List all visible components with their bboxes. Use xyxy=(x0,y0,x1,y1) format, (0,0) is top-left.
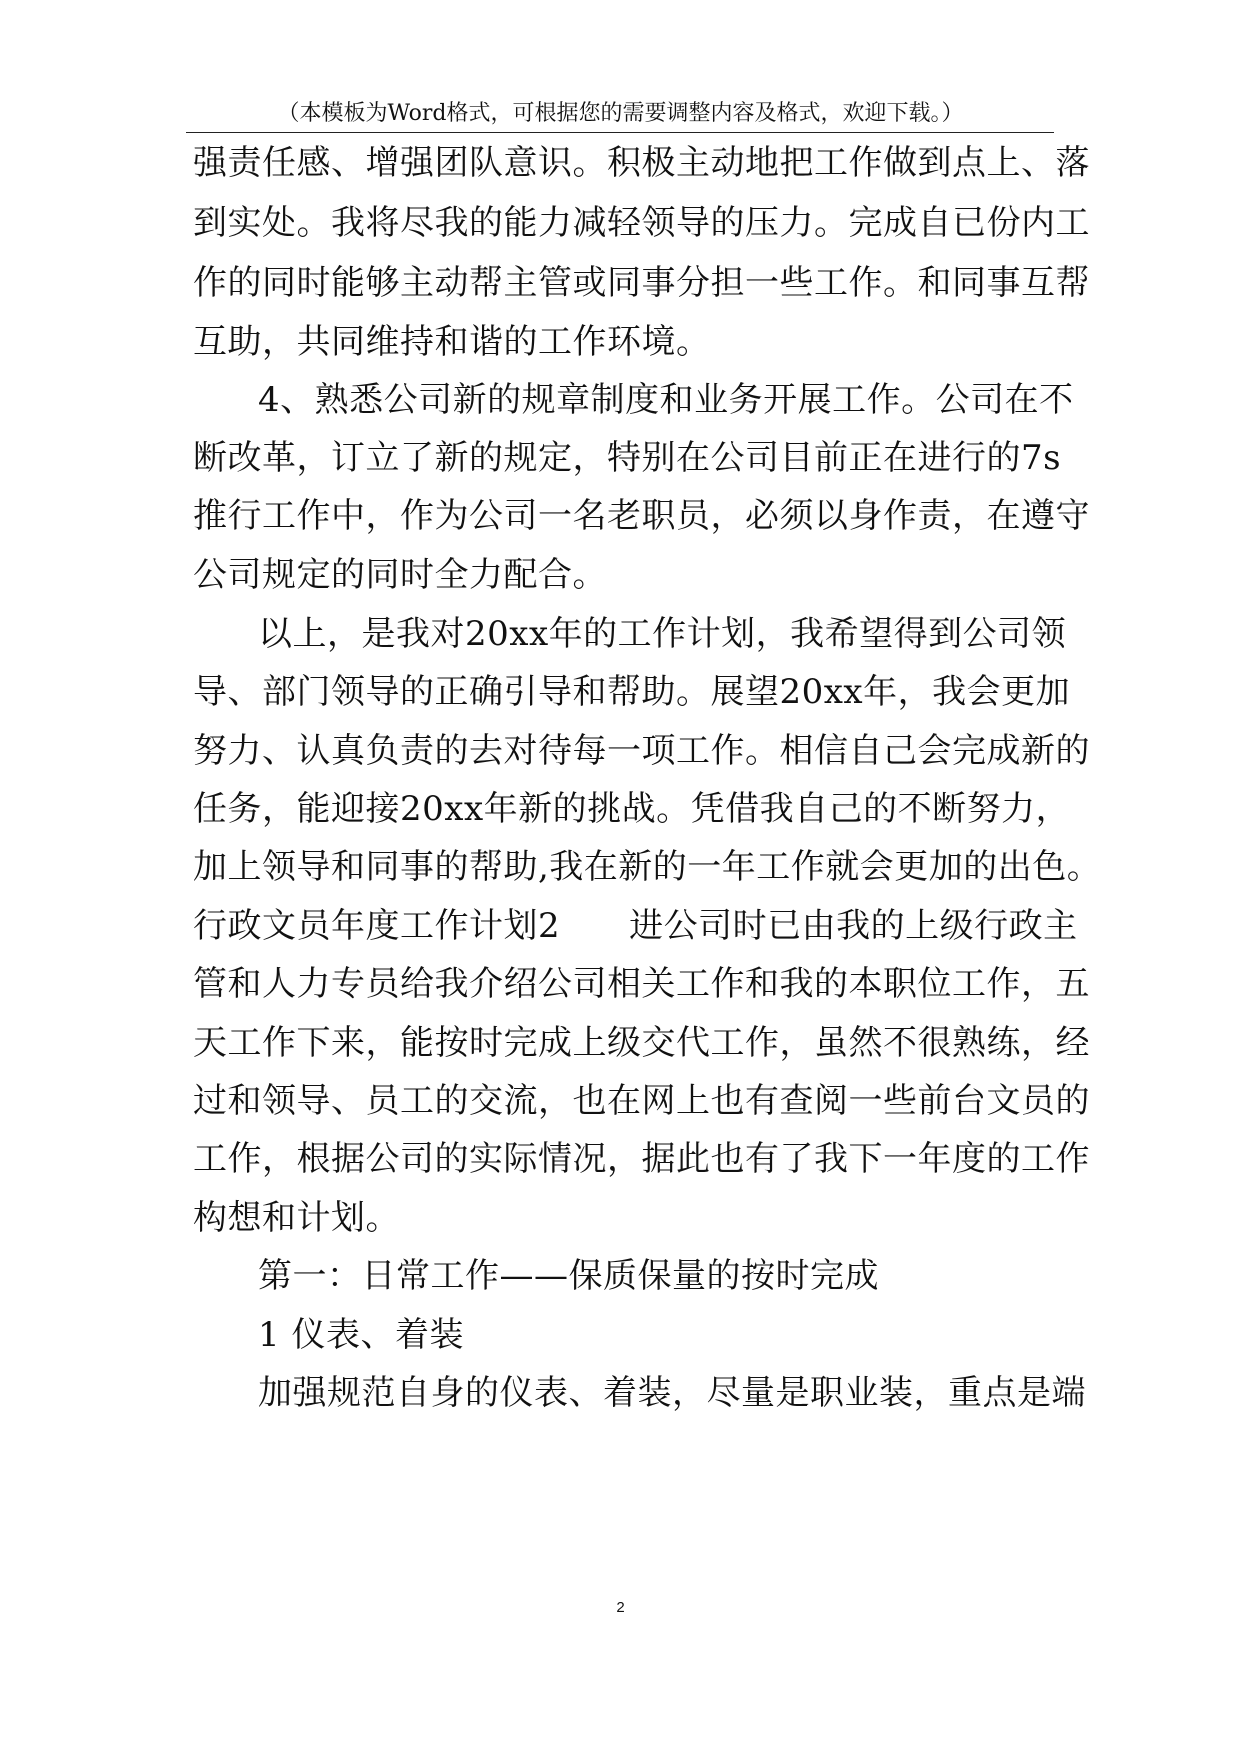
body-line: 到实处。我将尽我的能力减轻领导的压力。完成自已份内工 xyxy=(193,203,1090,243)
section-heading: 第一：日常工作——保质保量的按时完成 xyxy=(258,1256,879,1296)
body-line: 工作，根据公司的实际情况，据此也有了我下一年度的工作 xyxy=(193,1139,1090,1179)
body-line: 加强规范自身的仪表、着装，尽量是职业装，重点是端 xyxy=(258,1373,1086,1413)
template-note: （本模板为Word格式，可根据您的需要调整内容及格式，欢迎下载。） xyxy=(277,101,964,126)
body-line: 构想和计划。 xyxy=(193,1198,400,1238)
body-line: 过和领导、员工的交流，也在网上也有查阅一些前台文员的 xyxy=(193,1081,1090,1121)
body-line: 管和人力专员给我介绍公司相关工作和我的本职位工作，五 xyxy=(193,964,1090,1004)
body-line: 断改革，订立了新的规定，特别在公司目前正在进行的7s xyxy=(193,438,1062,478)
page-number: 2 xyxy=(616,1599,625,1616)
body-line: 任务，能迎接20xx年新的挑战。凭借我自己的不断努力， xyxy=(193,789,1071,829)
body-line: 努力、认真负责的去对待每一项工作。相信自己会完成新的 xyxy=(193,731,1090,771)
body-line: 强责任感、增强团队意识。积极主动地把工作做到点上、落 xyxy=(193,143,1090,183)
body-line: 加上领导和同事的帮助,我在新的一年工作就会更加的出色。 xyxy=(193,847,1102,887)
body-line: 以上，是我对20xx年的工作计划，我希望得到公司领 xyxy=(258,614,1067,654)
body-line: 推行工作中，作为公司一名老职员，必须以身作责，在遵守 xyxy=(193,496,1090,536)
body-line: 天工作下来，能按时完成上级交代工作，虽然不很熟练，经 xyxy=(193,1023,1090,1063)
body-line: 行政文员年度工作计划2 进公司时已由我的上级行政主 xyxy=(193,906,1078,946)
body-line: 作的同时能够主动帮主管或同事分担一些工作。和同事互帮 xyxy=(193,263,1090,303)
body-line: 公司规定的同时全力配合。 xyxy=(193,555,607,595)
header-divider xyxy=(186,132,1054,133)
subsection-heading: 1 仪表、着装 xyxy=(258,1315,464,1355)
body-line: 导、部门领导的正确引导和帮助。展望20xx年，我会更加 xyxy=(193,672,1071,712)
body-line: 4、熟悉公司新的规章制度和业务开展工作。公司在不 xyxy=(258,380,1074,420)
body-line: 互助，共同维持和谐的工作环境。 xyxy=(193,322,711,362)
